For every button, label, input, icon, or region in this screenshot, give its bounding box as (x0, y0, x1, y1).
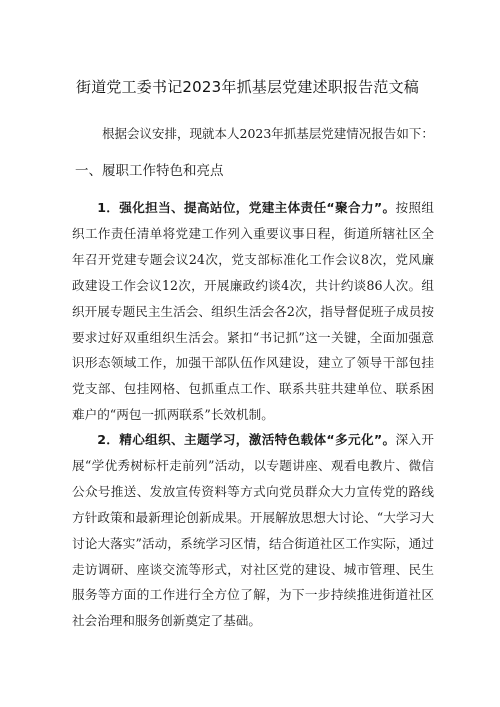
paragraph-1-body: 按照组织工作责任清单将党建工作列入重要议事日程，街道所辖社区全年召开党建专题会议24次，党支部标准化工作会议8次，党风廉政建设工作会议12次，开展廉政约谈4次，共计约谈86人次。组织开展专题民主生活会、组织生活会各2次，指导督促班子成员按要求过好双重组织生活会。紧扣“书记抓”这一关键，全面加强意识形态领域工作，加强干部队伍作风建设，建立了领导干部包挂党支部、包挂网格、包抓重点工作、联系共驻共建单位、联系困难户的“两包一抓两联系”长效机制。 (72, 200, 434, 423)
body-paragraph-1 (72, 195, 434, 428)
intro-paragraph: 根据会议安排，现就本人2023年抓基层党建情况报告如下： (102, 126, 434, 141)
paragraph-2-lead: 2．精心组织、主题学习，激活特色载体“多元化”。 (97, 432, 396, 447)
paragraph-1-lead: 1．强化担当、提高站位，党建主体责任“聚合力”。 (97, 200, 396, 215)
body-paragraph-2 (72, 427, 434, 634)
paragraph-2-body: 深入开展“学优秀树标杆走前列”活动，以专题讲座、观看电教片、微信公众号推送、发放宣传资料等方式向党员群众大力宣传党的路线方针政策和最新理论创新成果。开展解放思想大讨论、“大学习大讨论大落实”活动，系统学习区情，结合街道社区工作实际，通过走访调研、座谈交流等形式，对社区党的建设、城市管理、民生服务等方面的工作进行全方位了解，为下一步持续推进街道社区社会治理和服务创新奠定了基础。 (72, 432, 434, 629)
section-heading: 一、履职工作特色和亮点 (75, 163, 224, 179)
document-title: 街道党工委书记2023年抓基层党建述职报告范文稿 (76, 78, 419, 96)
